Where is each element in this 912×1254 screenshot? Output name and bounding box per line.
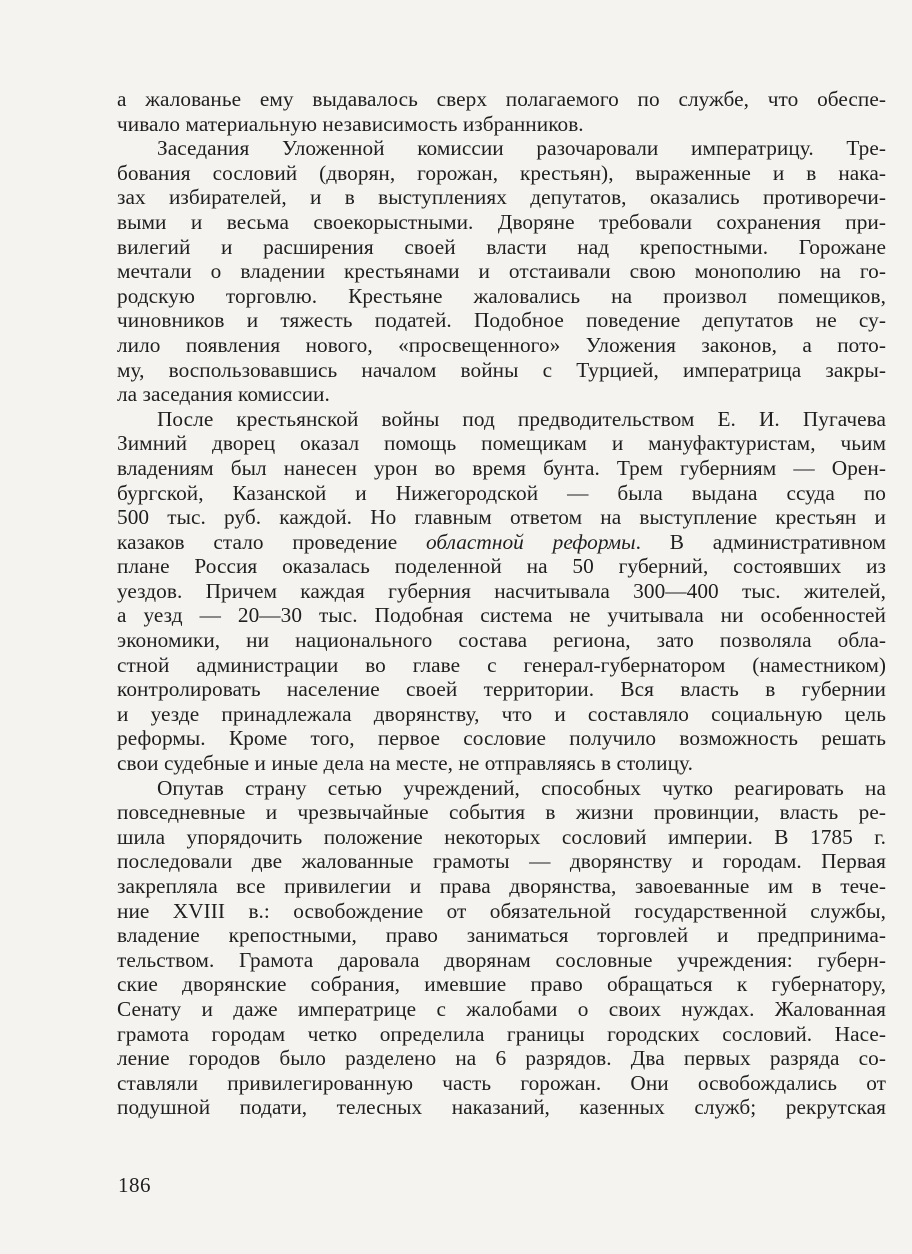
text-line: ние XVIII в.: освобождение от обязательной государственной службы, (117, 898, 886, 923)
text-line: грамота городам четко определила границы городских сословий. Насе- (117, 1021, 886, 1046)
text-line: Зимний дворец оказал помощь помещикам и мануфактуристам, чьим (117, 431, 886, 456)
text-line: му, воспользовавшись началом войны с Турцией, императрица закры- (117, 357, 886, 382)
text-line: чивало материальную независимость избранников. (117, 111, 584, 136)
text-line: владение крепостными, право заниматься торговлей и предпринима- (117, 923, 886, 948)
text-line: бования сословий (дворян, горожан, крестьян), выраженные и в нака- (117, 160, 886, 185)
text-line: После крестьянской войны под предводительством Е. И. Пугачева (157, 406, 886, 431)
document-page (117, 87, 886, 1120)
text-line: зах избирателей, и в выступлениях депутатов, оказались противоречи- (117, 185, 886, 210)
text-line: стной администрации во главе с генерал-губернатором (наместником) (117, 652, 886, 677)
text-line: реформы. Кроме того, первое сословие получило возможность решать (117, 726, 886, 751)
text-line: Заседания Уложенной комиссии разочаровали императрицу. Тре- (157, 136, 886, 161)
page-number: 186 (118, 1173, 151, 1197)
text-line: выми и весьма своекорыстными. Дворяне требовали сохранения при- (117, 209, 886, 234)
text-line: мечтали о владении крестьянами и отстаивали свою монополию на го- (117, 259, 886, 284)
text-line: лило появления нового, «просвещенного» Уложения законов, а пото- (117, 332, 886, 357)
text-line: вилегий и расширения своей власти над крепостными. Горожане (117, 234, 886, 259)
text-line: бургской, Казанской и Нижегородской — была выдана ссуда по (117, 480, 886, 505)
text-line: а жалованье ему выдавалось сверх полагаемого по службе, что обеспе- (117, 87, 886, 111)
text-line: и уезде принадлежала дворянству, что и составляло социальную цель (117, 701, 886, 726)
text-line: тельством. Грамота даровала дворянам сословные учреждения: губерн- (117, 947, 886, 972)
text-line: шила упорядочить положение некоторых сословий империи. В 1785 г. (117, 824, 886, 849)
text-line: ление городов было разделено на 6 разрядов. Два первых разряда со- (117, 1046, 886, 1071)
text-line-mixed (117, 530, 886, 555)
text-line: Опутав страну сетью учреждений, способных чутко реагировать на (157, 775, 886, 800)
italic-term: областной реформы (425, 529, 636, 554)
text-fragment: . В административном (635, 529, 886, 554)
text-line: ставляли привилегированную часть горожан. Они освобождались от (117, 1070, 886, 1095)
text-line: уездов. Причем каждая губерния насчитывала 300—400 тыс. жителей, (117, 578, 886, 603)
text-line: плане Россия оказалась поделенной на 50 губерний, состоявших из (117, 554, 886, 579)
text-line: свои судебные и иные дела на месте, не отправляясь в столицу. (117, 751, 693, 776)
text-line: а уезд — 20—30 тыс. Подобная система не учитывала ни особенностей (117, 603, 886, 628)
text-line: последовали две жалованные грамоты — дворянству и городам. Первая (117, 849, 886, 874)
text-line: ла заседания комиссии. (117, 382, 330, 407)
text-fragment: казаков стало проведение (117, 529, 426, 554)
text-line: родскую торговлю. Крестьяне жаловались на произвол помещиков, (117, 283, 886, 308)
text-line: контролировать население своей территории. Вся власть в губернии (117, 677, 886, 702)
text-line: закрепляла все привилегии и права дворянства, завоеванные им в тече- (117, 874, 886, 898)
text-line: подушной подати, телесных наказаний, казенных служб; рекрутская (117, 1095, 886, 1120)
text-line: 500 тыс. руб. каждой. Но главным ответом на выступление крестьян и (117, 505, 886, 530)
text-line: Сенату и даже императрице с жалобами о своих нуждах. Жалованная (117, 996, 886, 1021)
text-line: ские дворянские собрания, имевшие право обращаться к губернатору, (117, 972, 886, 997)
text-line: владениям был нанесен урон во время бунта. Трем губерниям — Орен- (117, 455, 886, 480)
text-line: экономики, ни национального состава региона, зато позволяла обла- (117, 628, 886, 653)
text-line: чиновников и тяжесть податей. Подобное поведение депутатов не су- (117, 308, 886, 333)
text-line: повседневные и чрезвычайные события в жизни провинции, власть ре- (117, 800, 886, 825)
